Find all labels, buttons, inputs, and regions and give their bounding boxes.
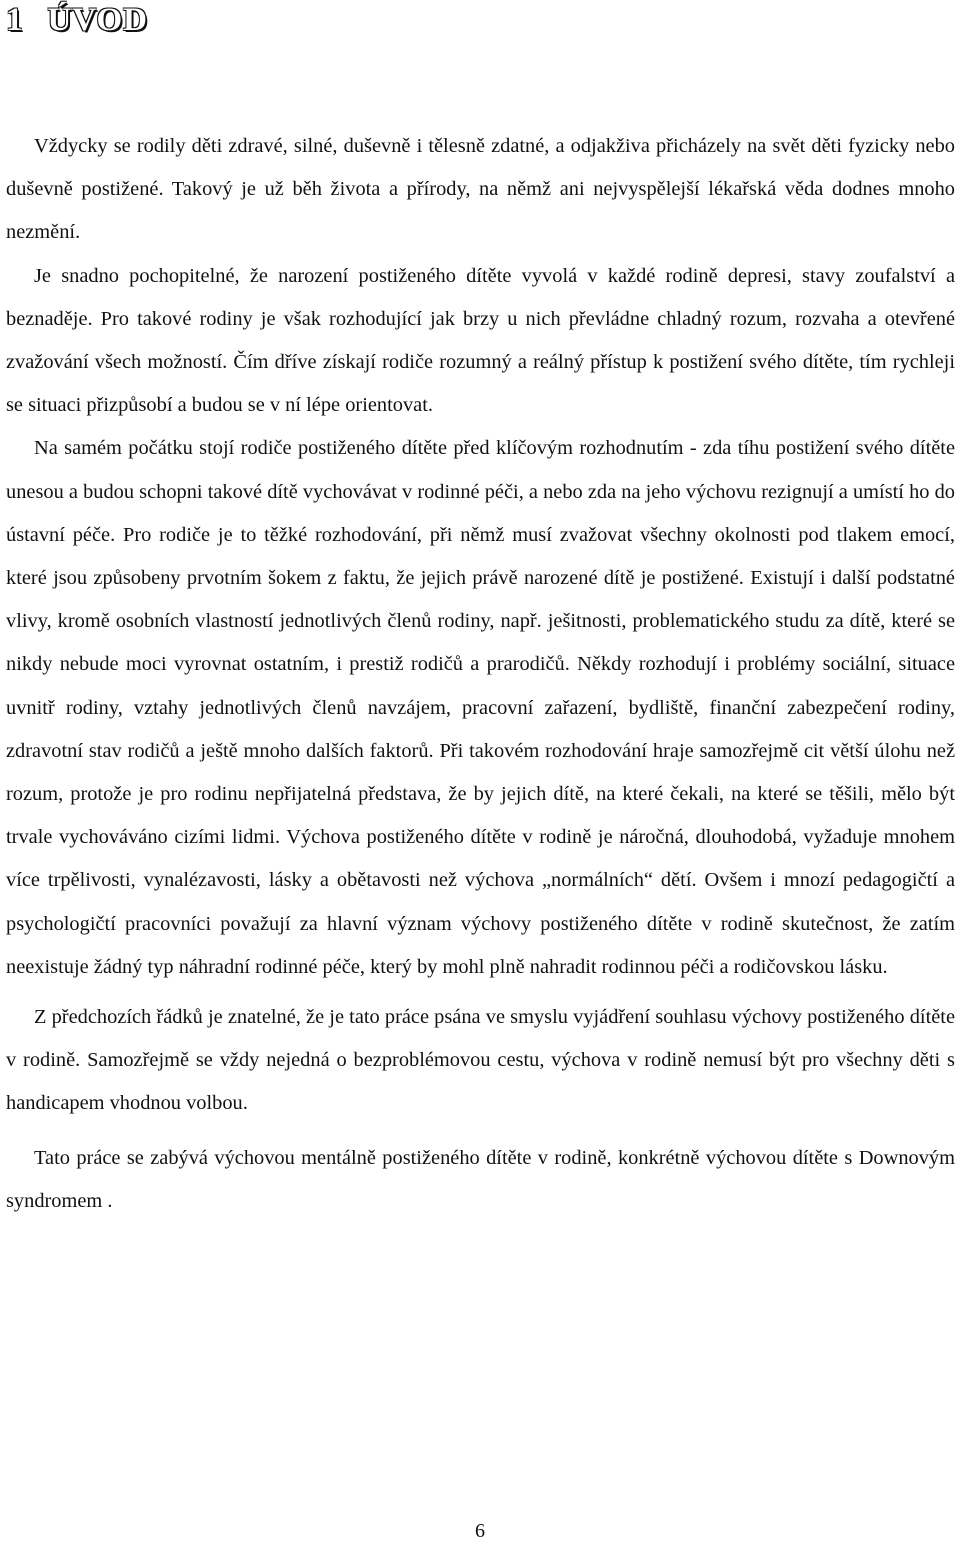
chapter-number: 1: [6, 2, 24, 38]
paragraph-2: Je snadno pochopitelné, že narození postiženého dítěte vyvolá v každé rodině depresi, stavy zoufalství a beznaděje. Pro takové rodiny je však rozhodující jak brzy u nich převládne chladný rozum, rozvaha a otevřené zvažování všech možností. Čím dříve získají rodiče rozumný a reálný přístup k postižení svého dítěte, tím rychleji se situaci přizpůsobí a budou se v ní lépe orientovat.: [6, 264, 955, 417]
chapter-title: ÚVOD: [47, 2, 149, 38]
paragraph-4: Z předchozích řádků je znatelné, že je tato práce psána ve smyslu vyjádření souhlasu výchovy postiženého dítěte v rodině. Samozřejmě se vždy nejedná o bezproblémovou cestu, výchova v rodině nemusí být pro všechny děti s handicapem vhodnou volbou.: [6, 1006, 955, 1115]
chapter-heading: [6, 2, 148, 39]
paragraph-1: Vždycky se rodily děti zdravé, silné, duševně i tělesně zdatné, a odjakživa přicházely na svět děti fyzicky nebo duševně postižené. Takový je už běh života a přírody, na němž ani nejvyspělejší lékařská věda dodnes mnoho nezmění.: [6, 135, 955, 244]
paragraph-5: Tato práce se zabývá výchovou mentálně postiženého dítěte v rodině, konkrétně výchovou dítěte s Downovým syndromem .: [6, 1146, 955, 1212]
page-number: 6: [475, 1520, 485, 1542]
paragraph-3: Na samém počátku stojí rodiče postiženého dítěte před klíčovým rozhodnutím - zda tíhu postižení svého dítěte unesou a budou schopni takové dítě vychovávat v rodinné péči, a nebo zda na jeho výchovu rezignují a umístí ho do ústavní péče. Pro rodiče je to těžké rozhodování, při němž musí zvažovat všechny okolnosti pod tlakem emocí, které jsou způsobeny prvotním šokem z faktu, že jejich právě narozené dítě je postižené. Existují i další podstatné vlivy, kromě osobních vlastností jednotlivých členů rodiny, např. ješitnosti, problematického studu za dítě, které se nikdy nebude moci vyrovnat ostatním, i prestiž rodičů a prarodičů. Někdy rozhodují i problémy sociální, situace uvnitř rodiny, vztahy jednotlivých členů navzájem, pracovní zařazení, bydliště, finanční zabezpečení rodiny, zdravotní stav rodičů a ještě mnoho dalších faktorů. Při takovém rozhodování hraje samozřejmě cit větší úlohu než rozum, protože je pro rodinu nepřijatelná představa, že by jejich dítě, na které čekali, na které se těšili, mělo být trvale vychováváno cizími lidmi. Výchova postiženého dítěte v rodině je náročná, dlouhodobá, vyžaduje mnohem více trpělivosti, vynalézavosti, lásky a obětavosti než výchova „normálních“ dětí. Ovšem i mnozí pedagogičtí a psychologičtí pracovníci považují za hlavní význam výchovy postiženého dítěte v rodině skutečnost, že zatím neexistuje žádný typ náhradní rodinné péče, který by mohl plně nahradit rodinnou péči a rodičovskou lásku.: [6, 437, 955, 978]
body-text: [6, 125, 955, 1223]
